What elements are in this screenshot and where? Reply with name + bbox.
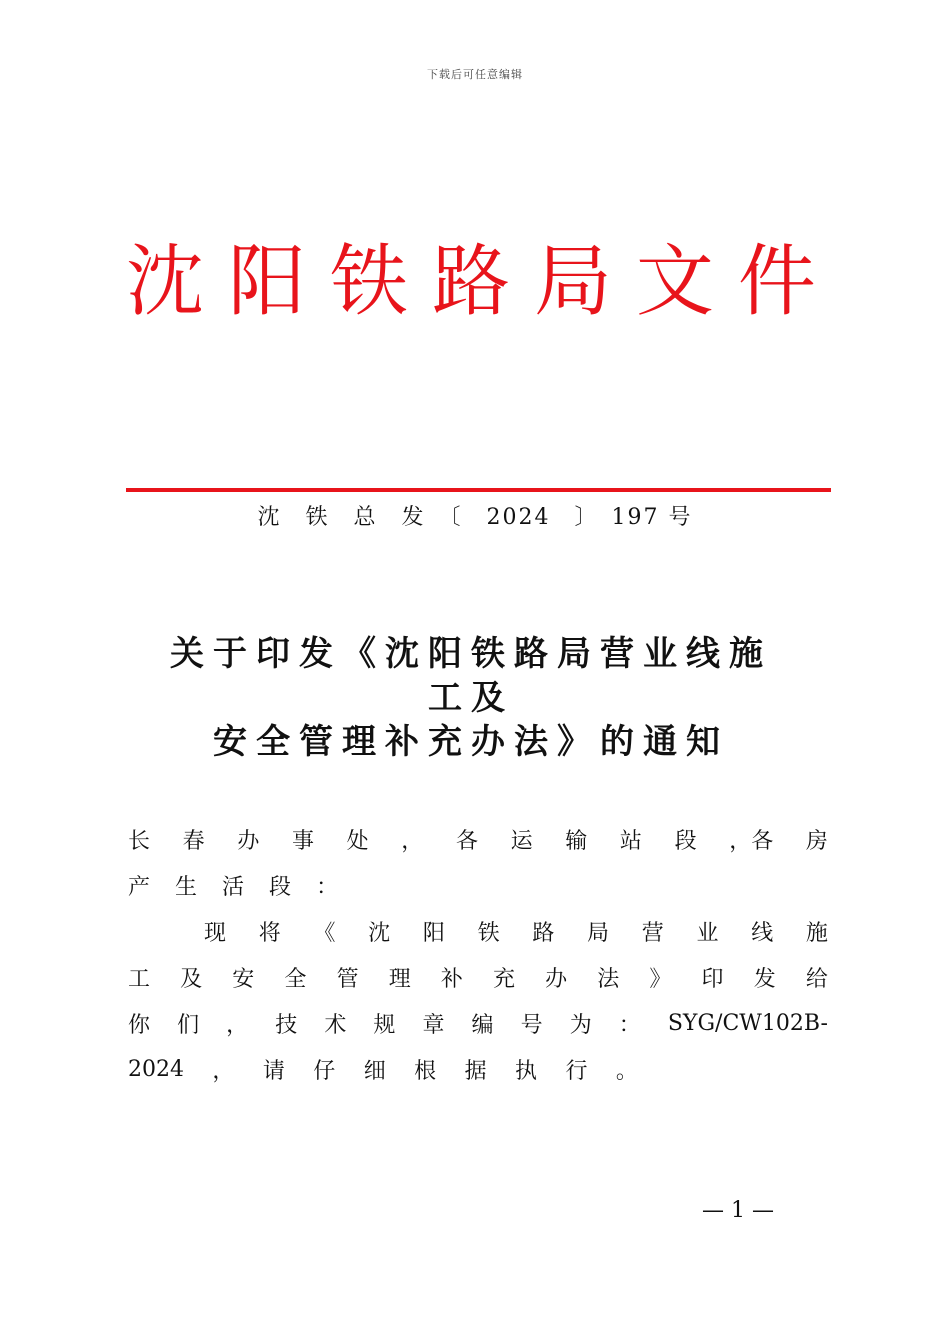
body-paragraph [128, 908, 828, 1092]
text-char: 段 [269, 874, 292, 900]
title-line-1: 关于印发《沈阳铁路局营业线施 [170, 634, 772, 674]
issuer-char: 铁 [329, 237, 408, 327]
text-char: 春 [182, 828, 205, 854]
document-number: 沈 铁 总 发 〔 2024 〕 197 号 [257, 505, 693, 530]
text-char: 理 [388, 966, 411, 992]
text-char: 2024 [128, 1056, 184, 1082]
text-char: ， [401, 828, 424, 854]
document-title [126, 632, 816, 764]
text-char: 根 [414, 1058, 437, 1084]
body-line-3 [128, 1000, 828, 1046]
text-char: 房 [805, 828, 828, 854]
issuer-char: 路 [431, 237, 510, 327]
text-char: 《 [313, 920, 336, 946]
text-char: 营 [641, 920, 664, 946]
text-char: 现 [204, 920, 227, 946]
text-char: 各 [455, 828, 478, 854]
text-char: 长 [128, 828, 151, 854]
text-char: 你 [128, 1012, 151, 1038]
text-char: ： [618, 1012, 641, 1038]
text-char: 安 [232, 966, 255, 992]
text-char: 沈 [368, 920, 391, 946]
text-char: 编 [471, 1012, 494, 1038]
issuer-heading [126, 222, 816, 342]
text-char: 办 [237, 828, 260, 854]
text-char: 输 [565, 828, 588, 854]
text-char: 技 [275, 1012, 298, 1038]
text-char: 充 [492, 966, 515, 992]
text-char: 为 [569, 1012, 592, 1038]
title-line-3: 安全管理补充办法》的通知 [213, 722, 729, 762]
page-number: — 1 — [702, 1198, 774, 1223]
text-char: 业 [696, 920, 719, 946]
text-char: 法 [597, 966, 620, 992]
text-char: 管 [336, 966, 359, 992]
text-char: 运 [510, 828, 533, 854]
recipients-line-2 [128, 862, 828, 908]
text-char: 办 [545, 966, 568, 992]
text-char: 细 [363, 1058, 386, 1084]
body-line-1 [128, 908, 828, 954]
issuer-char: 件 [737, 237, 816, 327]
text-char: ： [316, 874, 339, 900]
text-char: SYG/CW102B- [667, 1010, 828, 1036]
text-char: 站 [619, 828, 642, 854]
text-char: 。 [615, 1058, 638, 1084]
text-char: 段 [674, 828, 697, 854]
title-line-2: 工及 [428, 678, 514, 718]
text-char: 请 [262, 1058, 285, 1084]
text-char: 行 [565, 1058, 588, 1084]
text-char: 路 [532, 920, 555, 946]
text-char: 章 [422, 1012, 445, 1038]
text-char: 印 [701, 966, 724, 992]
issuer-char: 沈 [126, 237, 205, 327]
text-char: 局 [587, 920, 610, 946]
text-char: 执 [515, 1058, 538, 1084]
text-char: 术 [324, 1012, 347, 1038]
body-line-2 [128, 954, 828, 1000]
text-char: 产 [128, 874, 151, 900]
text-char: 据 [464, 1058, 487, 1084]
text-char: 仔 [313, 1058, 336, 1084]
issuer-char: 局 [533, 237, 612, 327]
text-char: ， [226, 1012, 249, 1038]
text-char: ，各 [729, 828, 774, 854]
issuer-char: 文 [635, 237, 714, 327]
text-char: 处 [346, 828, 369, 854]
text-char: 号 [520, 1012, 543, 1038]
text-char: 及 [180, 966, 203, 992]
text-char: 工 [128, 966, 151, 992]
text-char: 施 [805, 920, 828, 946]
text-char: 发 [753, 966, 776, 992]
text-char: 生 [175, 874, 198, 900]
text-char: 》 [649, 966, 672, 992]
text-char: 事 [291, 828, 314, 854]
watermark-text: 下载后可任意编辑 [427, 68, 523, 81]
text-char: 活 [222, 874, 245, 900]
recipients [128, 816, 828, 908]
body-line-4 [128, 1046, 638, 1092]
red-separator-line [126, 488, 831, 492]
text-char: 阳 [422, 920, 445, 946]
text-char: 全 [284, 966, 307, 992]
text-char: 补 [440, 966, 463, 992]
recipients-line-1 [128, 816, 828, 862]
text-char: 铁 [477, 920, 500, 946]
text-char: 将 [258, 920, 281, 946]
text-char: 线 [751, 920, 774, 946]
text-char: 们 [177, 1012, 200, 1038]
text-char: ， [212, 1058, 235, 1084]
text-char: 给 [805, 966, 828, 992]
text-char: 规 [373, 1012, 396, 1038]
issuer-char: 阳 [227, 237, 306, 327]
